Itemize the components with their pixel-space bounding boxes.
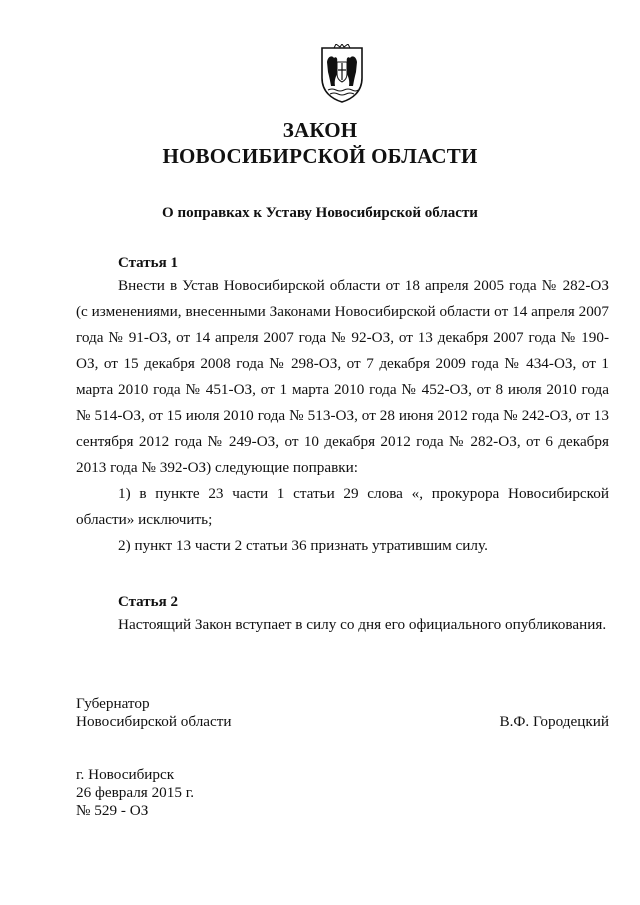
signature-position-line-2: Новосибирской области [76, 713, 232, 730]
article-2-heading: Статья 2 [118, 594, 178, 610]
article-1-heading: Статья 1 [118, 255, 178, 271]
article-1-item-2: 2) пункт 13 части 2 статьи 36 признать утратившим силу. [118, 537, 488, 554]
article-1-item-1: 1) в пункте 23 части 1 статьи 29 слова «, прокурора Новосибирской области» исключить; [76, 485, 609, 528]
law-number: № 529 - ОЗ [76, 802, 149, 819]
law-subtitle: О поправках к Уставу Новосибирской области [162, 205, 478, 221]
article-1-intro: Внести в Устав Новосибирской области от 18 апреля 2005 года № 282-ОЗ (с изменениями, внесенными Законами Новосибирской области от 14 апреля 2007 года № 91-ОЗ, от 14 апреля 2007 года № 92-ОЗ, от 13 декабря 2007 года № 190-ОЗ, от 15 декабря 2008 года № 298-ОЗ, от 7 декабря 2009 года № 434-ОЗ, от 1 марта 2010 года № 451-ОЗ, от 1 марта 2010 года № 452-ОЗ, от 8 июля 2010 года № 514-ОЗ, от 15 июля 2010 года № 513-ОЗ, от 28 июня 2012 года № 242-ОЗ, от 13 сентября 2012 года № 249-ОЗ, от 10 декабря 2012 года № 282-ОЗ, от 6 декабря 2013 года № 392-ОЗ) следующие поправки: [76, 277, 609, 476]
signature-position-line-1: Губернатор [76, 695, 150, 712]
signatory-name: В.Ф. Городецкий [499, 713, 609, 730]
coat-of-arms-icon [318, 44, 366, 104]
law-title: ЗАКОН [282, 118, 358, 142]
signing-date: 26 февраля 2015 г. [76, 784, 195, 801]
law-region-title: НОВОСИБИРСКОЙ ОБЛАСТИ [162, 144, 478, 168]
article-2-text: Настоящий Закон вступает в силу со дня его официального опубликования. [118, 616, 607, 633]
place-of-signing: г. Новосибирск [76, 766, 175, 783]
